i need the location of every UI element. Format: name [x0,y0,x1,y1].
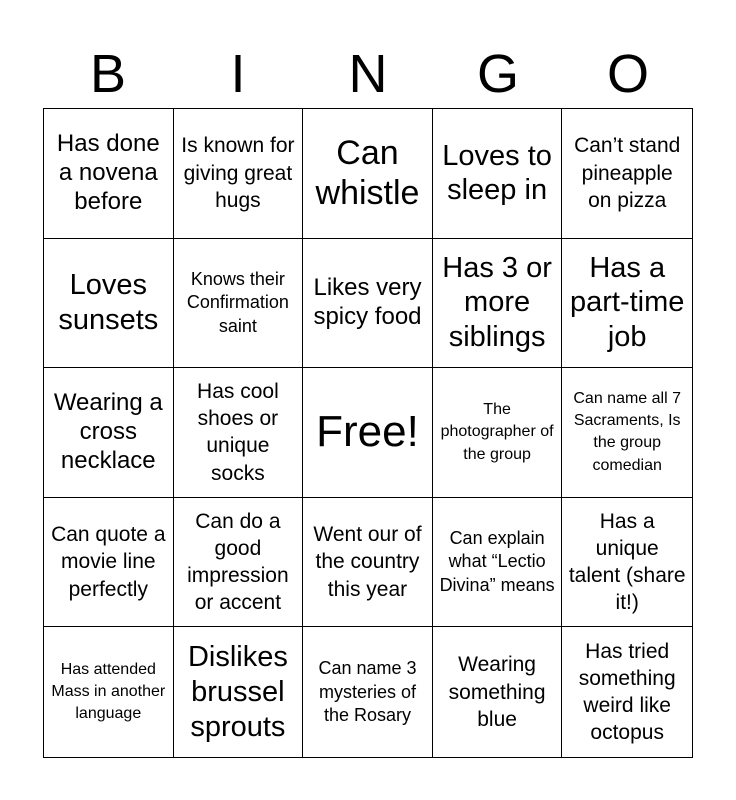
bingo-cell[interactable]: Has done a novena before [44,109,174,239]
bingo-header [43,40,693,108]
bingo-cell[interactable]: Likes very spicy food [303,239,433,369]
bingo-cell[interactable]: Can’t stand pineapple on pizza [562,109,692,239]
bingo-cell[interactable]: Loves to sleep in [433,109,563,239]
header-letter-o: O [606,44,649,104]
header-letter-i: I [230,44,246,104]
bingo-cell[interactable]: Can quote a movie line perfectly [44,498,174,628]
bingo-cell[interactable]: Has a part-time job [562,239,692,369]
bingo-cell[interactable]: The photographer of the group [433,368,563,498]
bingo-cell[interactable]: Can explain what “Lectio Divina” means [433,498,563,628]
bingo-cell[interactable]: Has tried something weird like octopus [578,639,676,745]
header-letter-n: N [348,44,388,104]
bingo-cell[interactable]: Loves sunsets [44,239,174,369]
bingo-cell[interactable]: Has attended Mass in another language [44,627,174,757]
bingo-cell[interactable]: Knows their Confirmation saint [174,239,304,369]
bingo-cell[interactable]: Went our of the country this year [303,498,433,628]
bingo-cell[interactable]: Is known for giving great hugs [174,109,304,239]
header-letter-b: B [89,44,127,104]
bingo-cell[interactable]: Has cool shoes or unique socks [174,368,304,498]
bingo-cell[interactable]: Wearing something blue [433,627,563,757]
bingo-cell[interactable]: Can do a good impression or accent [174,498,304,628]
bingo-cell[interactable]: Dislikes brussel sprouts [174,627,304,757]
bingo-cell[interactable]: Can name all 7 Sacraments, Is the group comedian [562,368,692,498]
bingo-cell[interactable]: Has a unique talent (share it!) [562,498,692,628]
free-space[interactable]: Free! [303,368,433,498]
bingo-cell[interactable]: Can whistle [303,109,433,239]
header-letter-g: G [476,44,519,104]
bingo-cell[interactable]: Wearing a cross necklace [44,368,174,498]
bingo-board [43,108,693,758]
bingo-cell[interactable]: Can name 3 mysteries of the Rosary [303,627,433,757]
bingo-cell[interactable]: Has 3 or more siblings [433,239,563,369]
